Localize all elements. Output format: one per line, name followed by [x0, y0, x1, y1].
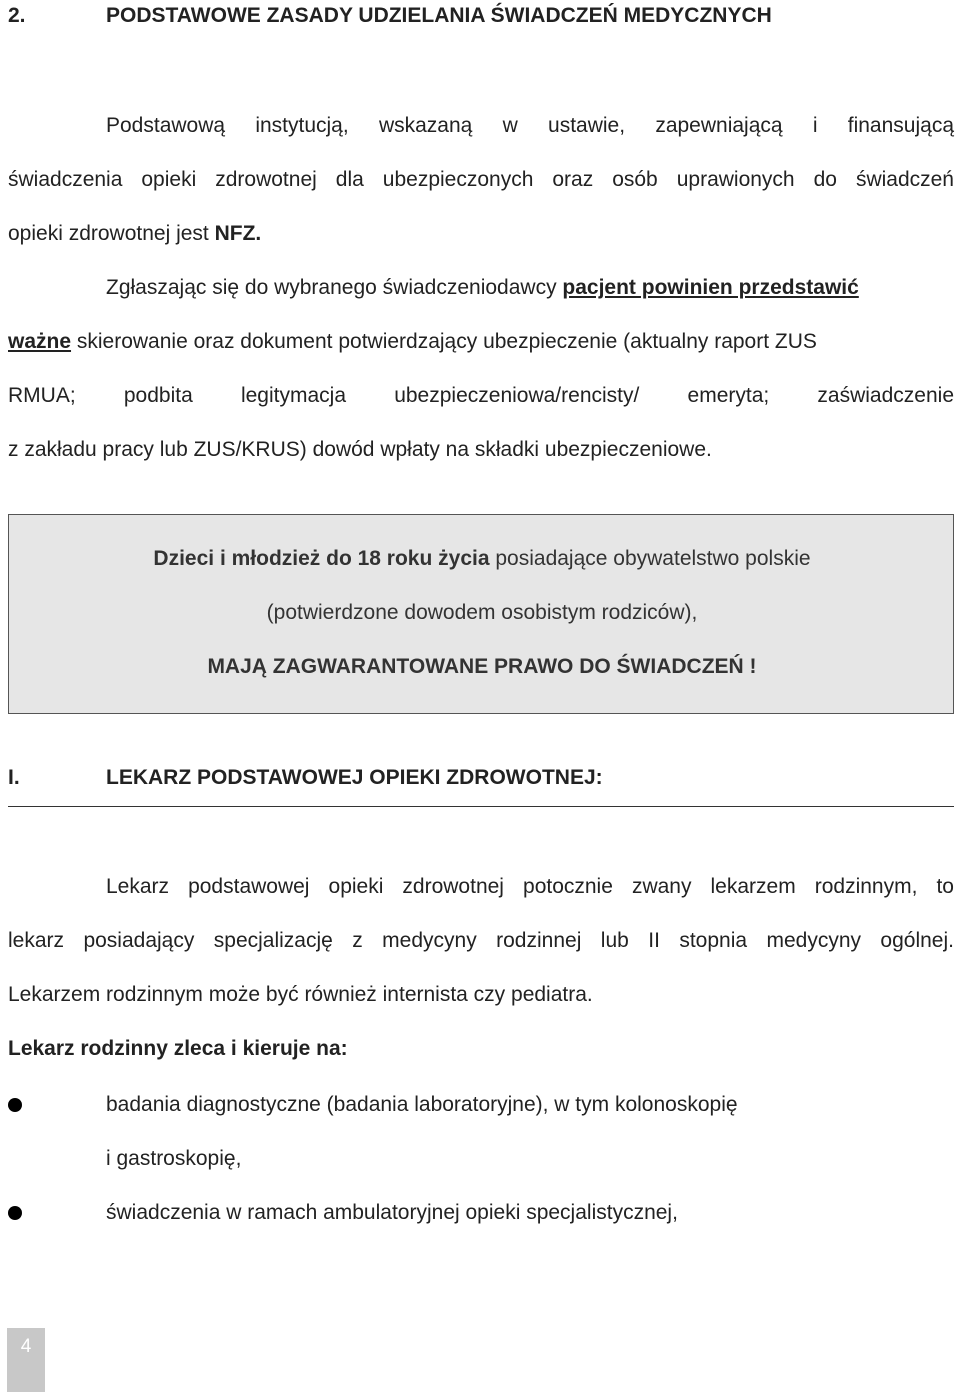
- para2-line4: z zakładu pracy lub ZUS/KRUS) dowód wpłaty na składki ubezpieczeniowe.: [8, 438, 712, 461]
- notice-line2: (potwierdzone dowodem osobistym rodziców),: [266, 601, 698, 624]
- para2-line1: [106, 261, 859, 315]
- bullet-icon: [8, 1098, 22, 1112]
- bullet-icon: [8, 1206, 22, 1220]
- page-number-box: [7, 1328, 45, 1392]
- para3-line1: Lekarz podstawowej opieki zdrowotnej potocznie zwany lekarzem rodzinnym, to: [106, 875, 954, 898]
- section-divider: [8, 806, 954, 807]
- list-item-1-line1: badania diagnostyczne (badania laboratoryjne), w tym kolonoskopię: [106, 1093, 738, 1116]
- notice-line1: [9, 547, 955, 571]
- para2-emphasis-wazne: ważne: [8, 330, 72, 353]
- list-heading: Lekarz rodzinny zleca i kieruje na:: [8, 1037, 348, 1060]
- section-title: PODSTAWOWE ZASADY UDZIELANIA ŚWIADCZEŃ MEDYCZNYCH: [106, 4, 772, 27]
- para3-line2: lekarz posiadający specjalizację z medycyny rodzinnej lub II stopnia medycyny ogólnej.: [8, 929, 954, 952]
- para2-line2: [8, 315, 817, 369]
- para1-line3-text: opieki zdrowotnej jest: [8, 222, 215, 245]
- para3-line3: Lekarzem rodzinnym może być również internista czy pediatra.: [8, 983, 593, 1006]
- notice-box: [8, 514, 954, 714]
- para1-line1: Podstawową instytucją, wskazaną w ustawie, zapewniającą i finansującą: [106, 114, 954, 137]
- section-number: 2.: [8, 4, 26, 27]
- notice-line1-text: posiadające obywatelstwo polskie: [489, 547, 811, 570]
- page-number: 4: [20, 1336, 32, 1357]
- list-item-1-line2: i gastroskopię,: [106, 1147, 242, 1170]
- para1-line3: [8, 207, 261, 261]
- para2-line2-text: skierowanie oraz dokument potwierdzający ubezpieczenie (aktualny raport ZUS: [71, 330, 817, 353]
- para2-emphasis: pacjent powinien przedstawić: [562, 276, 859, 299]
- para2-line3: RMUA; podbita legitymacja ubezpieczeniowa/rencisty/ emeryta; zaświadczenie: [8, 384, 954, 407]
- list-item-2: świadczenia w ramach ambulatoryjnej opieki specjalistycznej,: [106, 1201, 678, 1224]
- notice-line3: MAJĄ ZAGWARANTOWANE PRAWO DO ŚWIADCZEŃ !: [207, 655, 757, 678]
- para1-line2: świadczenia opieki zdrowotnej dla ubezpieczonych oraz osób uprawionych do świadczeń: [8, 168, 954, 191]
- nfz-label: NFZ.: [214, 222, 262, 245]
- notice-bold: Dzieci i młodzież do 18 roku życia: [153, 547, 490, 570]
- para2-line1-text: Zgłaszając się do wybranego świadczeniodawcy: [106, 276, 563, 299]
- subsection-number: I.: [8, 766, 20, 789]
- subsection-title: LEKARZ PODSTAWOWEJ OPIEKI ZDROWOTNEJ:: [106, 766, 603, 789]
